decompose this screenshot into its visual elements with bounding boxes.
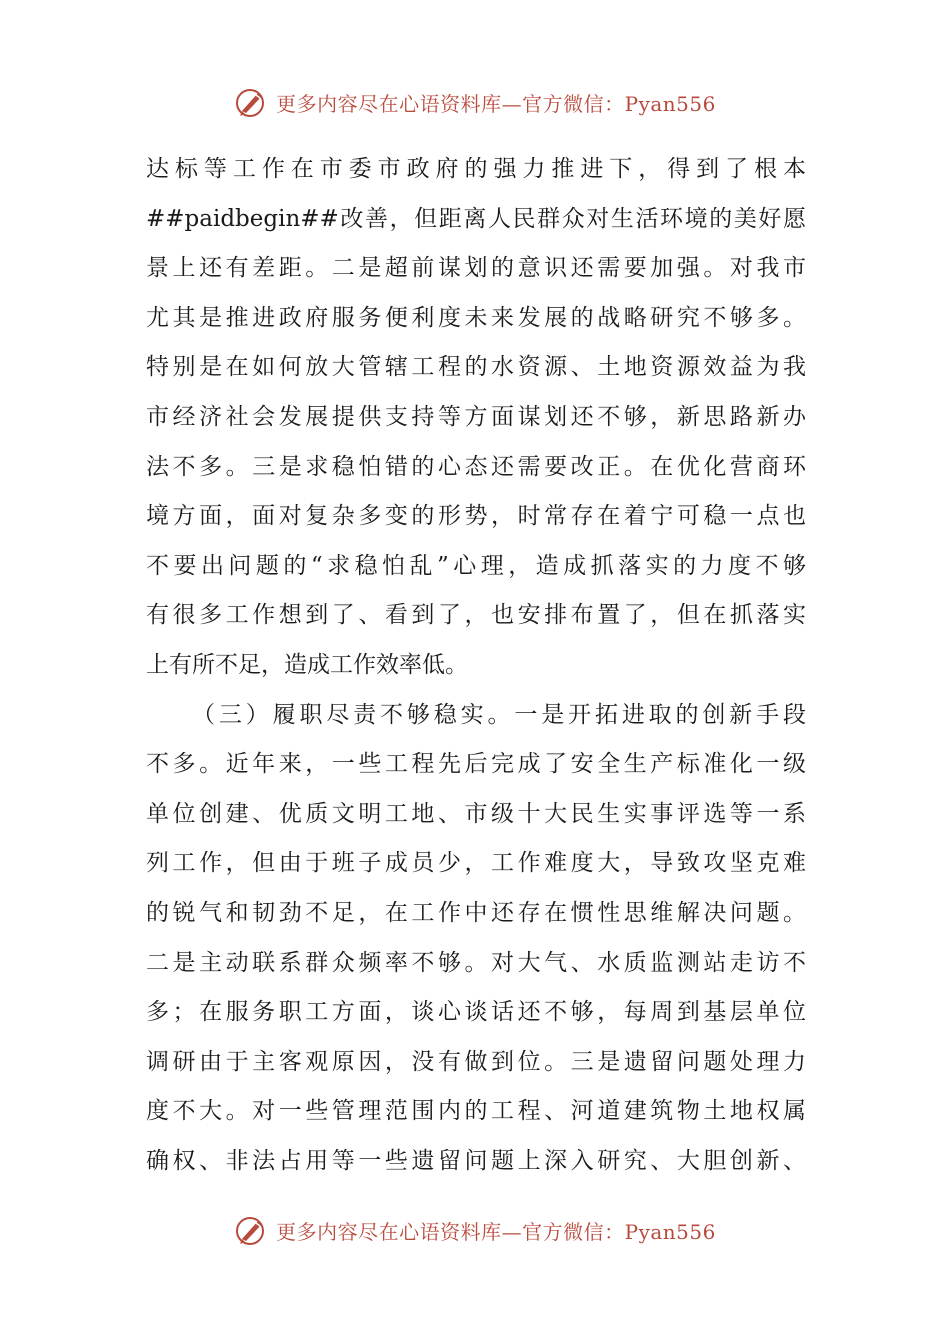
body-line: 不多。近年来，一些工程先后完成了安全生产标准化一级 xyxy=(146,751,806,778)
body-line: 特别是在如何放大管辖工程的水资源、土地资源效益为我 xyxy=(146,354,806,381)
body-line: 法不多。三是求稳怕错的心态还需要改正。在优化营商环 xyxy=(146,453,806,480)
body-line: 上有所不足，造成工作效率低。 xyxy=(146,651,468,678)
footer-banner xyxy=(0,1210,950,1250)
body-line: 确权、非法占用等一些遗留问题上深入研究、大胆创新、 xyxy=(146,1147,806,1174)
body-line: 景上还有差距。二是超前谋划的意识还需要加强。对我市 xyxy=(146,255,806,282)
body-line: 列工作，但由于班子成员少，工作难度大，导致攻坚克难 xyxy=(146,850,806,877)
document-body xyxy=(146,145,806,1186)
body-line: 达标等工作在市委市政府的强力推进下，得到了根本 xyxy=(146,156,806,182)
footer-banner-text: 更多内容尽在心语资料库—官方微信：Pyan556 xyxy=(276,1219,716,1244)
pen-logo-icon xyxy=(234,1213,268,1247)
section-heading-line: （三）履职尽责不够稳实。一是开拓进取的创新手段 xyxy=(192,701,806,728)
header-banner xyxy=(0,82,950,122)
body-line: 度不大。对一些管理范围内的工程、河道建筑物土地权属 xyxy=(146,1098,806,1125)
body-line: 尤其是推进政府服务便利度未来发展的战略研究不够多。 xyxy=(146,304,806,331)
body-line: 的锐气和韧劲不足，在工作中还存在惯性思维解决问题。 xyxy=(146,899,806,926)
body-line: 市经济社会发展提供支持等方面谋划还不够，新思路新办 xyxy=(146,403,806,430)
body-line: ##paidbegin##改善，但距离人民群众对生活环境的美好愿 xyxy=(146,205,806,232)
body-line: 有很多工作想到了、看到了，也安排布置了，但在抓落实 xyxy=(146,602,806,629)
body-line: 境方面，面对复杂多变的形势，时常存在着宁可稳一点也 xyxy=(146,503,806,530)
pen-logo-icon xyxy=(234,85,268,119)
body-line: 单位创建、优质文明工地、市级十大民生实事评选等一系 xyxy=(146,800,806,827)
body-line: 二是主动联系群众频率不够。对大气、水质监测站走访不 xyxy=(146,949,806,976)
header-banner-text: 更多内容尽在心语资料库—官方微信：Pyan556 xyxy=(276,91,716,116)
body-line: 调研由于主客观原因，没有做到位。三是遗留问题处理力 xyxy=(146,1048,806,1075)
body-line: 多；在服务职工方面，谈心谈话还不够，每周到基层单位 xyxy=(146,999,806,1026)
body-line: 不要出问题的“求稳怕乱”心理，造成抓落实的力度不够 xyxy=(146,552,806,579)
